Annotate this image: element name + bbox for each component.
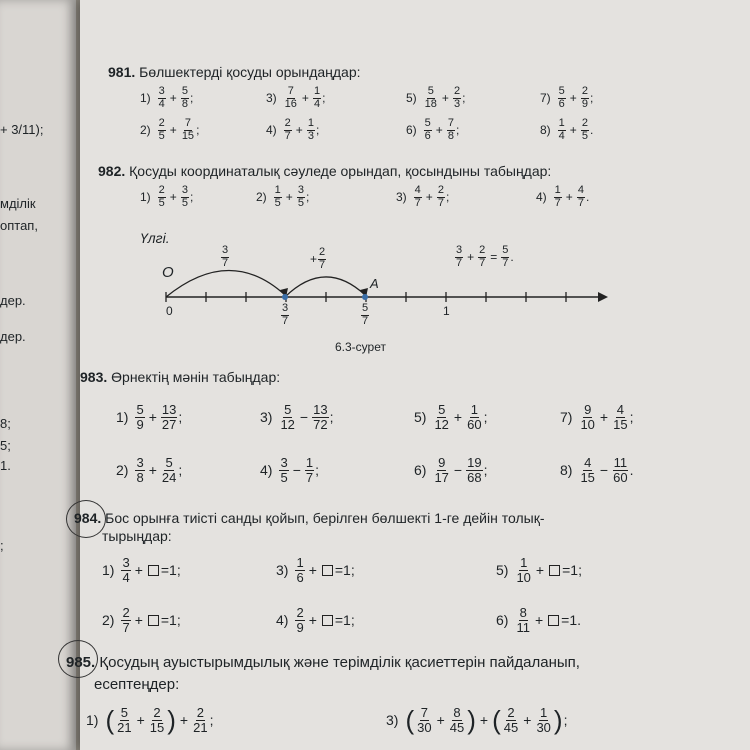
left-fragment: мділік (0, 196, 36, 211)
exercise-983-item: 4) $\frac{3}{5}$ − $\frac{1}{7}$ ; (260, 455, 319, 485)
point-3-7 (282, 294, 288, 300)
exercise-982-item: 4) $\frac{1}{7}$ + $\frac{4}{7}$ . (536, 184, 590, 209)
arc2-label: + $\frac{2}{7}$ (310, 246, 326, 271)
left-fragment: дер. (0, 329, 26, 344)
arc-two-sevenths (285, 277, 365, 297)
left-fragment: 1. (0, 458, 11, 473)
exercise-985-item-1: 1) ( $\frac{5}{21}$ + $\frac{2}{15}$ ) + $\frac{2}{21}$ ; (86, 705, 214, 736)
exercise-984-title-cont: тырыңдар: (102, 528, 172, 544)
exercise-982-item: 1) $\frac{2}{5}$ + $\frac{3}{5}$ ; (140, 184, 194, 209)
example-label: Үлгі. (140, 230, 170, 246)
exercise-981-item: 3) $\frac{7}{16}$ + $\frac{1}{4}$ ; (266, 85, 326, 110)
empty-box (148, 615, 159, 626)
arc1-label: $\frac{3}{7}$ (222, 244, 229, 269)
left-fragment: + 3/11); (0, 122, 44, 137)
empty-box (322, 615, 333, 626)
exercise-981-title: 981. Бөлшектерді қосуды орындаңдар: (108, 64, 361, 80)
left-page-edge (0, 0, 76, 750)
exercise-983-item: 1) $\frac{5}{9}$ + $\frac{13}{27}$ ; (116, 402, 183, 432)
exercise-982-title: 982. Қосуды координаталық сәуледе орындап, қосындыны табыңдар: (98, 163, 552, 179)
exercise-982-item: 3) $\frac{4}{7}$ + $\frac{2}{7}$ ; (396, 184, 450, 209)
exercise-984-item: 2) $\frac{2}{7}$ + =1; (102, 605, 181, 635)
textbook-page (66, 0, 750, 750)
exercise-983-item: 2) $\frac{3}{8}$ + $\frac{5}{24}$ ; (116, 455, 183, 485)
empty-box (548, 615, 559, 626)
exercise-984-item: 5) $\frac{1}{10}$ + =1; (496, 555, 582, 585)
left-fragment: оптап, (0, 218, 38, 233)
exercise-982-item: 2) $\frac{1}{5}$ + $\frac{3}{5}$ ; (256, 184, 310, 209)
exercise-983-title: 983. Өрнектің мәнін табыңдар: (80, 369, 281, 385)
one-label: 1 (443, 304, 450, 318)
empty-box (322, 565, 333, 576)
arrow-head-icon (598, 292, 608, 302)
example-equation: $\frac{3}{7}$ + $\frac{2}{7}$ = $\frac{5}{7}$ . (456, 244, 514, 269)
exercise-981-item: 6) $\frac{5}{6}$ + $\frac{7}{8}$ ; (406, 117, 460, 142)
tick-5-7-label: $\frac{5}{7}$ (362, 302, 369, 327)
exercise-981-item: 8) $\frac{1}{4}$ + $\frac{2}{5}$ . (540, 117, 594, 142)
left-fragment: 8; (0, 416, 11, 431)
point-a (362, 294, 368, 300)
exercise-985-item-3: 3) ( $\frac{7}{30}$ + $\frac{8}{45}$ ) + ( $\frac{2}{45}$ + $\frac{1}{30}$ ) ; (386, 705, 568, 736)
exercise-985-title-cont: есептеңдер: (94, 676, 180, 693)
exercise-981-item: 2) $\frac{2}{5}$ + $\frac{7}{15}$ ; (140, 117, 200, 142)
exercise-983-item: 7) $\frac{9}{10}$ + $\frac{4}{15}$ ; (560, 402, 634, 432)
figure-caption: 6.3-сурет (335, 340, 386, 354)
exercise-984-item: 6) $\frac{8}{11}$ + =1. (496, 605, 581, 635)
exercise-984-item: 1) $\frac{3}{4}$ + =1; (102, 555, 181, 585)
left-fragment: 5; (0, 438, 11, 453)
exercise-983-item: 6) $\frac{9}{17}$ − $\frac{19}{68}$ ; (414, 455, 488, 485)
exercise-984-title: 984. Бос орынға тиісті санды қойып, берілген бөлшекті 1-ге дейін толық- (74, 510, 545, 526)
number-line-figure (80, 240, 750, 350)
exercise-983-item: 5) $\frac{5}{12}$ + $\frac{1}{60}$ ; (414, 402, 488, 432)
zero-label: 0 (166, 304, 173, 318)
exercise-983-item: 3) $\frac{5}{12}$ − $\frac{13}{72}$ ; (260, 402, 334, 432)
exercise-983-item: 8) $\frac{4}{15}$ − $\frac{11}{60}$ . (560, 455, 634, 485)
exercise-985-title: 985. Қосудың ауыстырымдылық және терімділік қасиеттерін пайдаланып, (66, 654, 580, 671)
point-a-label: A (370, 276, 379, 291)
exercise-984-item: 3) $\frac{1}{6}$ + =1; (276, 555, 355, 585)
exercise-981-item: 7) $\frac{5}{6}$ + $\frac{2}{9}$ ; (540, 85, 594, 110)
empty-box (148, 565, 159, 576)
point-o-label: O (162, 264, 174, 281)
exercise-981-item: 5) $\frac{5}{18}$ + $\frac{2}{3}$ ; (406, 85, 466, 110)
exercise-981-item: 4) $\frac{2}{7}$ + $\frac{1}{3}$ ; (266, 117, 320, 142)
arc-three-sevenths (166, 270, 285, 297)
left-fragment: дер. (0, 293, 26, 308)
empty-box (549, 565, 560, 576)
exercise-981-item: 1) $\frac{3}{4}$ + $\frac{5}{8}$ ; (140, 85, 194, 110)
tick-3-7-label: $\frac{3}{7}$ (282, 302, 289, 327)
exercise-984-item: 4) $\frac{2}{9}$ + =1; (276, 605, 355, 635)
left-fragment: ; (0, 538, 4, 553)
